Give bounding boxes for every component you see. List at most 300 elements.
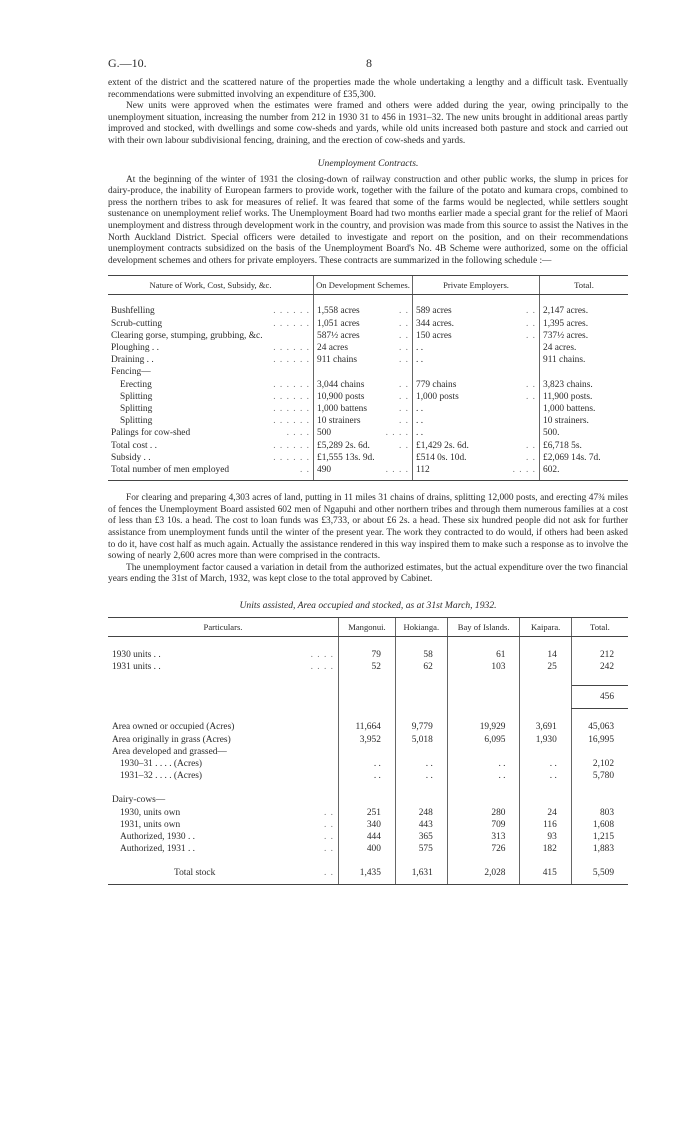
- work-label-cell: [108, 427, 314, 439]
- mangonui-value: 340: [339, 819, 396, 831]
- empty-cell: [447, 709, 520, 722]
- column-header: Total.: [540, 276, 629, 295]
- hokianga-value: 575: [395, 843, 447, 855]
- empty-cell: [395, 782, 447, 794]
- leader-dots: . .: [398, 391, 409, 402]
- leader-dots: . .: [323, 844, 334, 855]
- particulars-label: 1930 units . .: [112, 649, 161, 660]
- table-row: [108, 391, 628, 403]
- kaipara-value: 14: [520, 649, 571, 661]
- leader-dots: . .: [323, 807, 334, 818]
- work-label-cell: [108, 415, 314, 427]
- development-value: £5,289 2s. 6d.: [317, 440, 370, 451]
- total-value: 2,102: [571, 758, 628, 770]
- table-row: [108, 403, 628, 415]
- particulars-label: Authorized, 1931 . .: [120, 844, 195, 855]
- table-row: [108, 440, 628, 452]
- total-value: 737½ acres.: [540, 330, 629, 342]
- units-total-row: [108, 686, 628, 709]
- table-header-row: [108, 617, 628, 636]
- private-value: 1,000 posts: [416, 391, 459, 402]
- results-paragraph: For clearing and preparing 4,303 acres of land, putting in 11 miles 31 chains of drains, splitting 12,000 posts, and erecting 47¾ miles of fences the Unemployment Board assisted 602 men of Ngapuhi and other northern tribes and through them numerous families at a cost of less than £3 10s. a head. The cost to loan funds was £3,733, or about £6 2s. a head. These six hundred people did not ask for further assistance from unemployment funds until the winter of the present year. The work they contracted to do would, if others had been asked to do it, have cost half as much again. Actually the assistance rendered in this way inspired them to make such a response as to involve the sowing of nearly 2,600 acres more than were comprised in the contracts.: [108, 493, 628, 562]
- hokianga-value: 9,779: [395, 721, 447, 733]
- particulars-label: 1931, units own: [120, 819, 181, 830]
- total-value: 1,883: [571, 843, 628, 855]
- work-label-cell: [108, 379, 314, 391]
- empty-cell: [520, 636, 571, 649]
- table-row: [108, 721, 628, 733]
- empty-cell: [395, 855, 447, 867]
- table-row: [108, 464, 628, 481]
- development-value-cell: [314, 464, 413, 481]
- kaipara-value: 182: [520, 843, 571, 855]
- particulars-label: 1930–31 . . . . (Acres): [120, 758, 203, 769]
- work-label: Splitting: [120, 403, 153, 414]
- table-row: [108, 318, 628, 330]
- work-label-cell: [108, 354, 314, 366]
- leader-dots: . .: [398, 306, 409, 317]
- empty-cell: [108, 855, 339, 867]
- leader-dots: . . . .: [286, 428, 310, 439]
- table-row: [108, 649, 628, 661]
- private-value-cell: [413, 391, 540, 403]
- mangonui-value: . .: [339, 770, 396, 782]
- empty-cell: [395, 794, 447, 806]
- hokianga-value: [395, 746, 447, 758]
- development-value: 587½ acres: [317, 330, 360, 341]
- particulars-cell: [108, 819, 339, 831]
- leader-dots: . .: [525, 306, 536, 317]
- leader-dots: . .: [323, 868, 334, 879]
- particulars-cell: [108, 661, 339, 673]
- leader-dots: . . . . . .: [273, 318, 310, 329]
- development-value: 911 chains: [317, 355, 358, 366]
- table-row: [108, 819, 628, 831]
- kaipara-value: 93: [520, 831, 571, 843]
- private-value-cell: [413, 452, 540, 464]
- development-value-cell: [314, 427, 413, 439]
- mangonui-value: 400: [339, 843, 396, 855]
- private-value: 112: [416, 464, 430, 475]
- leader-dots: . . . .: [310, 662, 334, 673]
- hokianga-value: . .: [395, 770, 447, 782]
- particulars-cell: [108, 758, 339, 770]
- mangonui-value: 1,435: [339, 867, 396, 884]
- leader-dots: . .: [525, 379, 536, 390]
- work-label: Total cost . .: [111, 440, 157, 451]
- private-value-cell: [413, 379, 540, 391]
- development-value: 3,044 chains: [317, 379, 365, 390]
- empty-cell: [520, 855, 571, 867]
- contracts-paragraph: At the beginning of the winter of 1931 the closing-down of railway construction and other public works, the slump in prices for dairy-produce, the inability of European farmers to provide work, together with the failure of the potato and kumara crops, combined to press the northern tribes to ask for measures of relief. It was feared that some of the farms would be neglected, while settlers sought sustenance on unemployment relief works. The Unemployment Board had two months earlier made a special grant for the relief of Maori unemployment and distress through development work in the country, and provision was made from this source to assist the Natives in the North Auckland District. Special officers were detailed to investigate and report on the position, and on their recommendations unemployment contracts subsidized on the basis of the Unemployment Board's No. 4B Scheme were authorized, some on the official development schemes and others for private employers. These contracts are summarized in the following schedule :—: [108, 174, 628, 266]
- kaipara-value: 1,930: [520, 734, 571, 746]
- empty-cell: [339, 636, 396, 649]
- bay-of-islands-value: 709: [447, 819, 520, 831]
- development-value-cell: [314, 330, 413, 342]
- development-value-cell: [314, 440, 413, 452]
- kaipara-value: . .: [520, 770, 571, 782]
- leader-dots: . .: [323, 831, 334, 842]
- dairy-heading: Dairy-cows—: [112, 795, 166, 806]
- development-value-cell: [314, 452, 413, 464]
- particulars-cell: [108, 831, 339, 843]
- development-value-cell: [314, 415, 413, 427]
- empty-cell: [108, 686, 339, 709]
- table-row: [108, 758, 628, 770]
- empty-cell: [447, 673, 520, 686]
- column-header: Kaipara.: [520, 617, 571, 636]
- work-label: Fencing—: [111, 367, 151, 378]
- hokianga-value: 443: [395, 819, 447, 831]
- document-reference: G.—10.: [108, 56, 147, 70]
- empty-cell: [447, 636, 520, 649]
- spacer-row: [108, 673, 628, 686]
- bay-of-islands-value: 2,028: [447, 867, 520, 884]
- leader-dots: . . . . . .: [273, 440, 310, 451]
- section-title: Unemployment Contracts.: [317, 157, 419, 169]
- contracts-schedule-table: [108, 275, 628, 481]
- empty-cell: [339, 794, 396, 806]
- work-label: Total number of men employed: [111, 464, 230, 475]
- private-value-cell: [413, 464, 540, 481]
- empty-cell: [447, 686, 520, 709]
- leader-dots: . . . . . .: [273, 452, 310, 463]
- particulars-label: Total stock: [174, 868, 216, 879]
- total-value: 11,900 posts.: [540, 391, 629, 403]
- intro-paragraph-2: New units were approved when the estimates were framed and others were added during the year, owing principally to the unemployment situation, increasing the number from 212 in 1930 31 to 456 in 1931–32. The new units brought in additional areas partly improved and stocked, with dwellings and some cow-sheds and yards, while old units increased both pasture and stock and carried out with their own labour subdivisional fencing, draining, and the erection of cow-sheds and yards.: [108, 101, 628, 146]
- private-value-cell: [413, 295, 540, 318]
- work-label: Ploughing . .: [111, 342, 159, 353]
- work-label-cell: [108, 295, 314, 318]
- work-label: Scrub-cutting: [111, 318, 163, 329]
- work-label-cell: [108, 464, 314, 481]
- leader-dots: . .: [299, 464, 310, 475]
- work-label: Clearing gorse, stumping, grubbing, &c.: [111, 330, 263, 341]
- leader-dots: . . . .: [385, 428, 409, 439]
- development-value: 10 strainers: [317, 416, 361, 427]
- leader-dots: . . . . . .: [273, 379, 310, 390]
- empty-cell: [108, 636, 339, 649]
- private-value-cell: [413, 415, 540, 427]
- table-row: [108, 295, 628, 318]
- table-row: [108, 427, 628, 439]
- table-row: [108, 734, 628, 746]
- spacer-row: [108, 636, 628, 649]
- private-value: 779 chains: [416, 379, 457, 390]
- hokianga-value: 62: [395, 661, 447, 673]
- work-label-cell: [108, 318, 314, 330]
- spacer-row: [108, 855, 628, 867]
- private-value-cell: [413, 342, 540, 354]
- table-row: [108, 415, 628, 427]
- total-value: 5,780: [571, 770, 628, 782]
- empty-cell: [447, 855, 520, 867]
- private-value: £514 0s. 10d.: [416, 452, 467, 463]
- total-value: 10 strainers.: [540, 415, 629, 427]
- bay-of-islands-value: 313: [447, 831, 520, 843]
- hokianga-value: 5,018: [395, 734, 447, 746]
- private-value-cell: [413, 366, 540, 378]
- hokianga-value: . .: [395, 758, 447, 770]
- total-value: 1,215: [571, 831, 628, 843]
- total-value: £2,069 14s. 7d.: [540, 452, 629, 464]
- development-value: 500: [317, 428, 332, 439]
- kaipara-value: . .: [520, 758, 571, 770]
- spacer-row: [108, 782, 628, 794]
- kaipara-value: 116: [520, 819, 571, 831]
- empty-cell: [395, 636, 447, 649]
- spacer-row: [108, 709, 628, 722]
- total-value: 3,823 chains.: [540, 379, 629, 391]
- leader-dots: . .: [398, 355, 409, 366]
- total-value: 911 chains.: [540, 354, 629, 366]
- total-value: 212: [571, 649, 628, 661]
- table-row: [108, 661, 628, 673]
- development-value: 10,900 posts: [317, 391, 365, 402]
- total-value: 16,995: [571, 734, 628, 746]
- private-value-cell: [413, 354, 540, 366]
- private-value-cell: [413, 318, 540, 330]
- development-value: 1,558 acres: [317, 306, 360, 317]
- leader-dots: . .: [398, 379, 409, 390]
- table-row: [108, 807, 628, 819]
- empty-cell: [339, 855, 396, 867]
- hokianga-value: 248: [395, 807, 447, 819]
- empty-cell: [571, 673, 628, 686]
- bay-of-islands-value: . .: [447, 758, 520, 770]
- bay-of-islands-value: 280: [447, 807, 520, 819]
- bay-of-islands-value: 726: [447, 843, 520, 855]
- particulars-label: Area owned or occupied (Acres): [112, 722, 235, 733]
- kaipara-value: 25: [520, 661, 571, 673]
- column-header: On Development Schemes.: [314, 276, 413, 295]
- particulars-label: Area originally in grass (Acres): [112, 734, 231, 745]
- kaipara-value: [520, 746, 571, 758]
- table-row: [108, 330, 628, 342]
- private-value-cell: [413, 330, 540, 342]
- empty-cell: [339, 782, 396, 794]
- work-label-cell: [108, 403, 314, 415]
- leader-dots: . . . . . .: [273, 306, 310, 317]
- column-header: Bay of Islands.: [447, 617, 520, 636]
- total-value: 500.: [540, 427, 629, 439]
- column-header: Particulars.: [108, 617, 339, 636]
- total-value: 602.: [540, 464, 629, 481]
- total-value: £6,718 5s.: [540, 440, 629, 452]
- units-total-value: 456: [571, 686, 628, 709]
- work-label: Draining . .: [111, 355, 154, 366]
- empty-cell: [395, 709, 447, 722]
- kaipara-value: 24: [520, 807, 571, 819]
- development-value-cell: [314, 318, 413, 330]
- private-value: £1,429 2s. 6d.: [416, 440, 469, 451]
- work-label: Subsidy . .: [111, 452, 151, 463]
- development-value-cell: [314, 366, 413, 378]
- development-value: 1,000 battens: [317, 403, 367, 414]
- column-header: Nature of Work, Cost, Subsidy, &c.: [108, 276, 314, 295]
- particulars-cell: [108, 721, 339, 733]
- particulars-label: Area developed and grassed—: [112, 746, 227, 757]
- work-label-cell: [108, 366, 314, 378]
- particulars-cell: [108, 746, 339, 758]
- table-row: [108, 770, 628, 782]
- empty-cell: [395, 673, 447, 686]
- private-value-cell: [413, 440, 540, 452]
- empty-cell: [571, 794, 628, 806]
- work-label: Erecting: [120, 379, 152, 390]
- development-value-cell: [314, 354, 413, 366]
- particulars-cell: [108, 843, 339, 855]
- units-table: [108, 617, 628, 885]
- expenditure-paragraph: The unemployment factor caused a variation in detail from the authorized estimates, but the actual expenditure over the two financial years ending the 31st of March, 1932, was kept close to the total approved by Cabinet.: [108, 562, 628, 585]
- leader-dots: . . . . . .: [273, 391, 310, 402]
- table-row: [108, 746, 628, 758]
- page-header: [108, 56, 628, 78]
- particulars-cell: [108, 807, 339, 819]
- mangonui-value: 251: [339, 807, 396, 819]
- leader-dots: . .: [398, 440, 409, 451]
- empty-cell: [108, 709, 339, 722]
- particulars-label: 1930, units own: [120, 807, 181, 818]
- leader-dots: . . . .: [385, 464, 409, 475]
- private-value-cell: [413, 427, 540, 439]
- leader-dots: . .: [398, 342, 409, 353]
- leader-dots: . . . .: [310, 649, 334, 660]
- work-label-cell: [108, 440, 314, 452]
- page-number: 8: [366, 56, 372, 70]
- development-value-cell: [314, 391, 413, 403]
- development-value: 24 acres: [317, 342, 348, 353]
- empty-cell: [447, 782, 520, 794]
- hokianga-value: 58: [395, 649, 447, 661]
- table-row: [108, 831, 628, 843]
- particulars-label: 1931 units . .: [112, 662, 161, 673]
- dairy-heading-row: [108, 794, 628, 806]
- table-row: [108, 354, 628, 366]
- development-value: £1,555 13s. 9d.: [317, 452, 375, 463]
- empty-cell: [339, 686, 396, 709]
- table-row: [108, 867, 628, 884]
- mangonui-value: 79: [339, 649, 396, 661]
- total-value: 1,608: [571, 819, 628, 831]
- total-value: 1,395 acres.: [540, 318, 629, 330]
- mangonui-value: [339, 746, 396, 758]
- leader-dots: . . . . . .: [273, 342, 310, 353]
- total-value: 24 acres.: [540, 342, 629, 354]
- particulars-label: Authorized, 1930 . .: [120, 831, 195, 842]
- leader-dots: . .: [525, 318, 536, 329]
- bay-of-islands-value: 103: [447, 661, 520, 673]
- work-label: Splitting: [120, 416, 153, 427]
- work-label-cell: [108, 342, 314, 354]
- total-value: 45,063: [571, 721, 628, 733]
- empty-cell: [108, 673, 339, 686]
- leader-dots: . .: [398, 416, 409, 427]
- development-value-cell: [314, 342, 413, 354]
- column-header: Private Employers.: [413, 276, 540, 295]
- column-header: Mangonui.: [339, 617, 396, 636]
- table-row: [108, 342, 628, 354]
- work-label: Bushfelling: [111, 306, 155, 317]
- table-row: [108, 843, 628, 855]
- empty-cell: [520, 794, 571, 806]
- private-value: . .: [416, 428, 424, 439]
- private-value: 589 acres: [416, 306, 452, 317]
- development-value-cell: [314, 403, 413, 415]
- work-label-cell: [108, 452, 314, 464]
- empty-cell: [447, 794, 520, 806]
- private-value: . .: [416, 403, 424, 414]
- private-value-cell: [413, 403, 540, 415]
- empty-cell: [520, 686, 571, 709]
- leader-dots: . .: [525, 452, 536, 463]
- mangonui-value: . .: [339, 758, 396, 770]
- empty-cell: [520, 782, 571, 794]
- particulars-cell: [108, 867, 339, 884]
- private-value: . .: [416, 355, 424, 366]
- empty-cell: [571, 855, 628, 867]
- total-value: 2,147 acres.: [540, 295, 629, 318]
- work-label-cell: [108, 391, 314, 403]
- table-header-row: [108, 276, 628, 295]
- bay-of-islands-value: 61: [447, 649, 520, 661]
- column-header: Total.: [571, 617, 628, 636]
- bay-of-islands-value: 19,929: [447, 721, 520, 733]
- leader-dots: . . . . . .: [273, 355, 310, 366]
- hokianga-value: 365: [395, 831, 447, 843]
- column-header: Hokianga.: [395, 617, 447, 636]
- private-value: . .: [416, 416, 424, 427]
- particulars-cell: [108, 649, 339, 661]
- development-value-cell: [314, 379, 413, 391]
- bay-of-islands-value: . .: [447, 770, 520, 782]
- particulars-cell: [108, 770, 339, 782]
- total-value: 5,509: [571, 867, 628, 884]
- development-value-cell: [314, 295, 413, 318]
- development-value: 490: [317, 464, 332, 475]
- leader-dots: . . . . . .: [273, 403, 310, 414]
- leader-dots: . .: [398, 330, 409, 341]
- hokianga-value: 1,631: [395, 867, 447, 884]
- bay-of-islands-value: 6,095: [447, 734, 520, 746]
- mangonui-value: 11,664: [339, 721, 396, 733]
- private-value: 344 acres.: [416, 318, 455, 329]
- table-row: [108, 452, 628, 464]
- empty-cell: [339, 709, 396, 722]
- particulars-cell: [108, 734, 339, 746]
- leader-dots: . .: [525, 440, 536, 451]
- private-value: . .: [416, 342, 424, 353]
- table-row: [108, 366, 628, 378]
- particulars-label: 1931–32 . . . . (Acres): [120, 771, 203, 782]
- units-table-title: Units assisted, Area occupied and stocked, as at 31st March, 1932.: [239, 599, 497, 611]
- bay-of-islands-value: [447, 746, 520, 758]
- empty-cell: [571, 782, 628, 794]
- leader-dots: . .: [525, 391, 536, 402]
- leader-dots: . .: [525, 330, 536, 341]
- mangonui-value: 444: [339, 831, 396, 843]
- kaipara-value: 3,691: [520, 721, 571, 733]
- leader-dots: . .: [398, 403, 409, 414]
- total-value: [540, 366, 629, 378]
- leader-dots: . . . .: [512, 464, 536, 475]
- development-value: 1,051 acres: [317, 318, 360, 329]
- empty-cell: [395, 686, 447, 709]
- leader-dots: . .: [323, 819, 334, 830]
- document-page: [108, 56, 628, 885]
- empty-cell: [520, 673, 571, 686]
- empty-cell: [339, 673, 396, 686]
